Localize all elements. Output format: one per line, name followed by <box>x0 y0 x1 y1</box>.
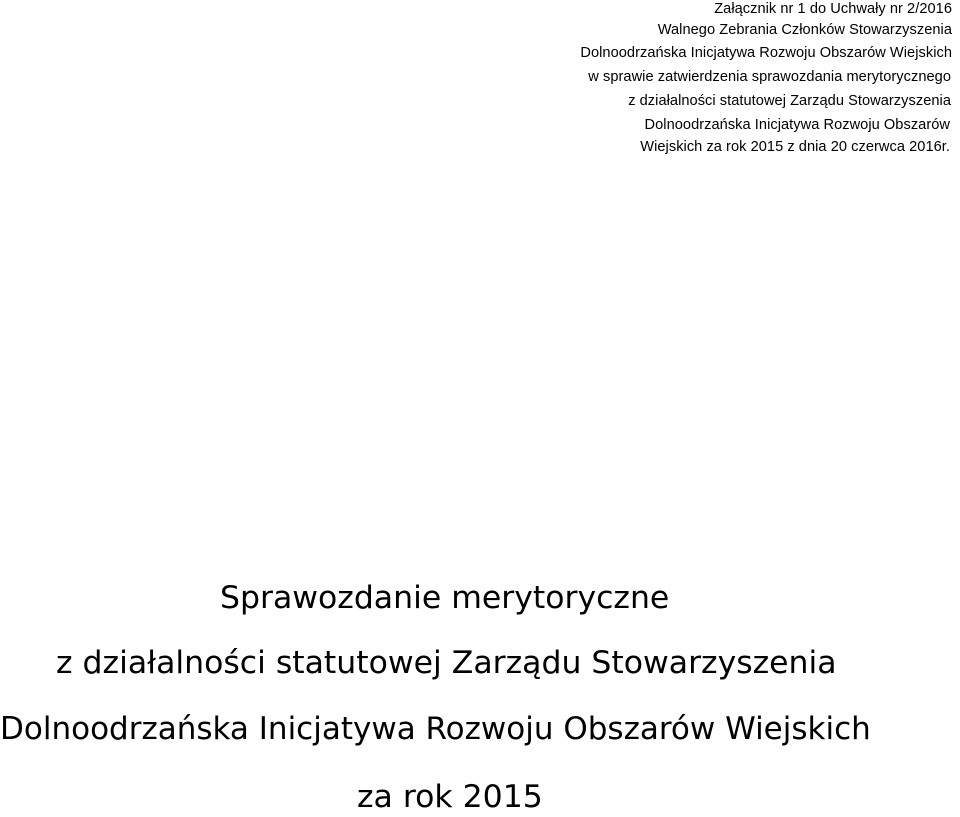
annex-header-line: Załącznik nr 1 do Uchwały nr 2/2016 <box>714 1 952 17</box>
annex-header-line: Dolnoodrzańska Inicjatywa Rozwoju Obszarów <box>644 117 950 133</box>
annex-header-line: Walnego Zebrania Członków Stowarzyszenia <box>657 22 952 38</box>
report-subtitle-organization: Dolnoodrzańska Inicjatywa Rozwoju Obszarów Wiejskich <box>0 711 871 747</box>
annex-header-line: Wiejskich za rok 2015 z dnia 20 czerwca 2016r. <box>640 139 950 155</box>
report-title: Sprawozdanie merytoryczne <box>220 580 670 616</box>
annex-header-line: Dolnoodrzańska Inicjatywa Rozwoju Obszarów Wiejskich <box>580 45 952 61</box>
report-year: za rok 2015 <box>357 779 543 815</box>
annex-header-line: z działalności statutowej Zarządu Stowarzyszenia <box>628 93 951 109</box>
report-subtitle-scope: z działalności statutowej Zarządu Stowarzyszenia <box>56 645 837 681</box>
annex-header-line: w sprawie zatwierdzenia sprawozdania merytorycznego <box>588 69 951 85</box>
